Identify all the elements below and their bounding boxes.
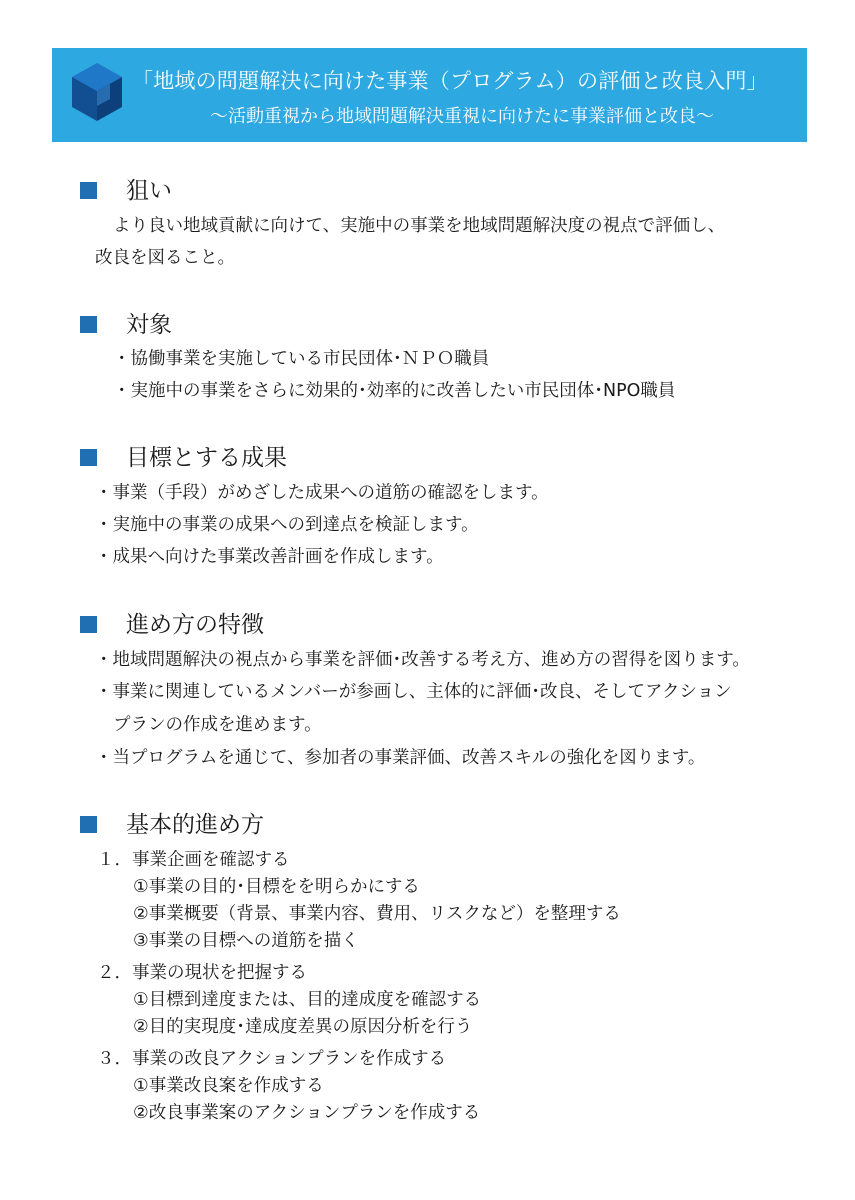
list-item: ・実施中の事業の成果への到達点を検証します。	[95, 515, 479, 535]
aim-text-line: 改良を図ること。	[95, 248, 235, 268]
step-sub-item: ②目的実現度･達成度差異の原因分析を行う	[133, 1017, 473, 1037]
step-title: １．事業企画を確認する	[97, 850, 290, 870]
step-sub-item: ①目標到達度または、目的達成度を確認する	[133, 990, 482, 1010]
list-item: ・事業に関連しているメンバーが参画し、主体的に評価･改良、そしてアクション	[95, 682, 732, 702]
list-item: ・地域問題解決の視点から事業を評価･改善する考え方、進め方の習得を図ります。	[95, 650, 750, 670]
list-item-continuation: プランの作成を進めます。	[113, 715, 322, 735]
section-heading-aim: 狙い	[80, 172, 172, 205]
header-banner	[52, 48, 807, 142]
step-sub-item: ②事業概要（背景、事業内容、費用、リスクなど）を整理する	[133, 904, 621, 924]
square-bullet-icon	[80, 182, 97, 199]
list-item: ・協働事業を実施している市民団体･ＮＰＯ職員	[113, 349, 490, 369]
section-heading-features: 進め方の特徴	[80, 606, 264, 639]
square-bullet-icon	[80, 316, 97, 333]
list-item: ・事業（手段）がめざした成果への道筋の確認をします。	[95, 483, 549, 503]
list-item: ・成果へ向けた事業改善計画を作成します。	[95, 547, 444, 567]
step-sub-item: ③事業の目標への道筋を描く	[133, 931, 359, 951]
step-sub-item: ①事業の目的･目標をを明らかにする	[133, 877, 420, 897]
section-heading-outcomes: 目標とする成果	[80, 439, 287, 472]
section-heading-target: 対象	[80, 306, 172, 339]
step-sub-item: ②改良事業案のアクションプランを作成する	[133, 1103, 481, 1123]
square-bullet-icon	[80, 816, 97, 833]
page-subtitle: ～活動重視から地域問題解決重視に向けたに事業評価と改良～	[210, 106, 714, 127]
page-title: 「地域の問題解決に向けた事業（プログラム）の評価と改良入門」	[132, 69, 768, 93]
step-sub-item: ①事業改良案を作成する	[133, 1076, 324, 1096]
list-item: ・当プログラムを通じて、参加者の事業評価、改善スキルの強化を図ります。	[95, 748, 706, 768]
square-bullet-icon	[80, 449, 97, 466]
cube-icon	[70, 61, 124, 123]
step-title: ３．事業の改良アクションプランを作成する	[97, 1049, 447, 1069]
step-title: ２．事業の現状を把握する	[97, 963, 307, 983]
aim-text-line: より良い地域貢献に向けて、実施中の事業を地域問題解決度の視点で評価し、	[113, 216, 726, 236]
section-heading-method: 基本的進め方	[80, 806, 264, 839]
list-item: ・実施中の事業をさらに効果的･効率的に改善したい市民団体･NPO職員	[113, 381, 676, 401]
square-bullet-icon	[80, 616, 97, 633]
